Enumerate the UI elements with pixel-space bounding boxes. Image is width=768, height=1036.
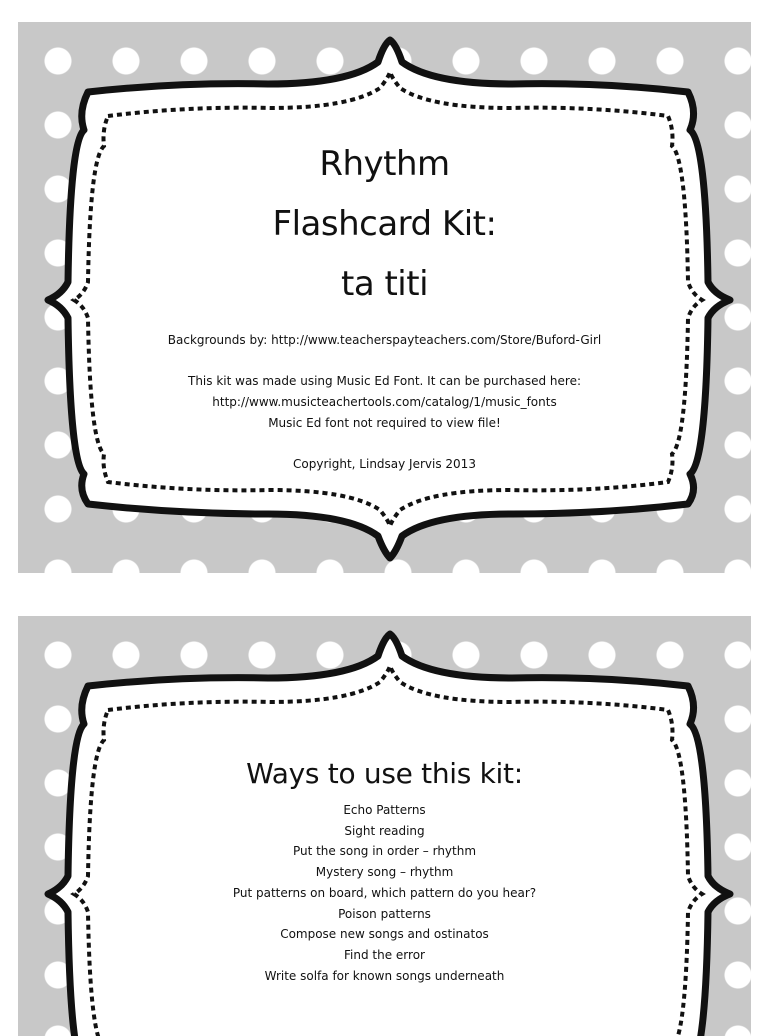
font-note-line-2: http://www.musicteachertools.com/catalog/1/music_fonts: [212, 395, 557, 409]
cover-title-line-2: Flashcard Kit:: [272, 204, 497, 244]
list-item: Put the song in order – rhythm: [292, 844, 477, 859]
font-note-line-3: Music Ed font not required to view file!: [268, 416, 501, 430]
cover-content: [113, 134, 656, 475]
backgrounds-credit: Backgrounds by: http://www.teacherspayteachers.com/Store/Buford-Girl: [167, 333, 602, 347]
font-note-line-1: This kit was made using Music Ed Font. It can be purchased here:: [187, 374, 582, 388]
list-item: Poison patterns: [338, 906, 431, 921]
copyright: Copyright, Lindsay Jervis 2013: [293, 457, 476, 471]
uses-content: [113, 754, 656, 986]
list-item: Write solfa for known songs underneath: [264, 968, 505, 983]
list-item: Echo Patterns: [343, 803, 426, 817]
list-item: Find the error: [344, 947, 425, 962]
cover-title-line-1: Rhythm: [319, 144, 450, 184]
uses-list: [113, 800, 656, 986]
list-item: Put patterns on board, which pattern do you hear?: [232, 885, 537, 900]
cover-title-line-3: ta titi: [340, 264, 429, 304]
list-item: Mystery song – rhythm: [315, 865, 454, 880]
uses-title: Ways to use this kit:: [246, 757, 523, 790]
cover-slide: [18, 22, 751, 573]
uses-slide: [18, 616, 751, 1036]
list-item: Sight reading: [344, 823, 425, 838]
list-item: Compose new songs and ostinatos: [280, 927, 489, 942]
